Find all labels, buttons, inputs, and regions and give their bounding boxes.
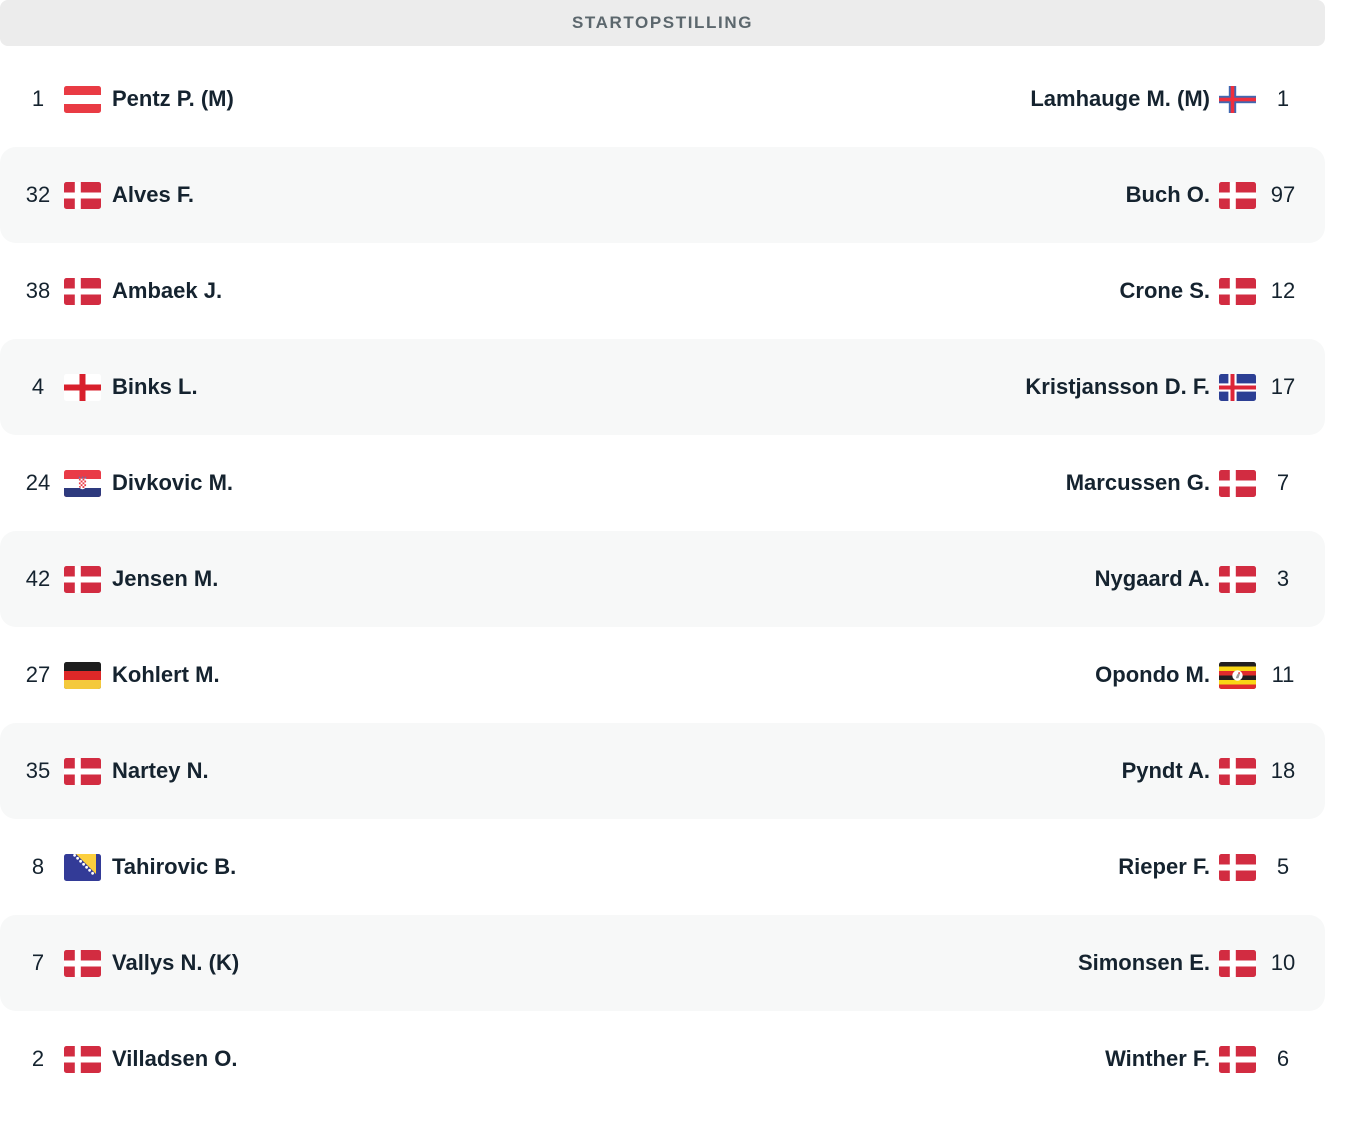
- away-player-name: Winther F.: [1105, 1046, 1210, 1071]
- away-player-number: 7: [1276, 470, 1290, 495]
- flag-denmark-icon: [1219, 1046, 1256, 1073]
- home-player[interactable]: [0, 566, 218, 593]
- away-player[interactable]: [1078, 950, 1325, 977]
- home-player-number: 1: [31, 86, 45, 111]
- home-player-number: 24: [25, 470, 51, 495]
- lineup-title: STARTOPSTILLING: [571, 13, 754, 32]
- lineup-row: [0, 435, 1325, 531]
- away-player-name: Opondo M.: [1095, 662, 1210, 687]
- home-player-number: 32: [25, 182, 51, 207]
- away-player-number: 1: [1276, 86, 1290, 111]
- home-player[interactable]: [0, 182, 194, 209]
- home-player[interactable]: [0, 278, 222, 305]
- flag-denmark-icon: [1219, 470, 1256, 497]
- away-player-number: 10: [1270, 950, 1296, 975]
- away-player-name: Crone S.: [1119, 278, 1210, 303]
- away-player[interactable]: [1095, 662, 1325, 689]
- flag-denmark-icon: [64, 566, 101, 593]
- home-player-number: 8: [31, 854, 45, 879]
- home-player-name: Kohlert M.: [112, 662, 220, 687]
- away-player[interactable]: [1118, 854, 1325, 881]
- away-player-number: 97: [1270, 182, 1296, 207]
- away-player[interactable]: [1030, 86, 1325, 113]
- away-player-name: Nygaard A.: [1094, 566, 1210, 591]
- flag-faroe-islands-icon: [1219, 86, 1256, 113]
- away-player[interactable]: [1126, 182, 1325, 209]
- away-player-number: 17: [1270, 374, 1296, 399]
- away-player-number: 3: [1276, 566, 1290, 591]
- flag-denmark-icon: [1219, 182, 1256, 209]
- away-player-number: 6: [1276, 1046, 1290, 1071]
- away-player[interactable]: [1105, 1046, 1325, 1073]
- home-player-name: Binks L.: [112, 374, 198, 399]
- home-player-number: 7: [31, 950, 45, 975]
- away-player-name: Pyndt A.: [1121, 758, 1210, 783]
- home-player[interactable]: [0, 758, 209, 785]
- away-player-name: Simonsen E.: [1077, 950, 1210, 975]
- home-player[interactable]: [0, 1046, 238, 1073]
- home-player-name: Divkovic M.: [112, 470, 234, 495]
- away-player-name: Buch O.: [1125, 182, 1210, 207]
- home-player[interactable]: [0, 374, 198, 401]
- flag-denmark-icon: [64, 182, 101, 209]
- lineup-header: [0, 0, 1325, 46]
- home-player[interactable]: [0, 854, 236, 881]
- lineup-row: [0, 627, 1325, 723]
- lineup-row: [0, 339, 1325, 435]
- flag-denmark-icon: [1219, 950, 1256, 977]
- away-player-name: Rieper F.: [1118, 854, 1210, 879]
- lineup-rows: [0, 51, 1325, 1107]
- lineup-row: [0, 51, 1325, 147]
- home-player-number: 42: [25, 566, 51, 591]
- flag-denmark-icon: [64, 1046, 101, 1073]
- away-player-number: 18: [1270, 758, 1296, 783]
- flag-denmark-icon: [1219, 278, 1256, 305]
- flag-croatia-icon: [64, 470, 101, 497]
- away-player-number: 11: [1271, 662, 1295, 687]
- flag-uganda-icon: [1219, 662, 1256, 689]
- lineup-row: [0, 723, 1325, 819]
- home-player-name: Villadsen O.: [112, 1046, 238, 1071]
- flag-denmark-icon: [1219, 854, 1256, 881]
- home-player[interactable]: [0, 950, 239, 977]
- flag-denmark-icon: [1219, 758, 1256, 785]
- home-player-number: 35: [25, 758, 51, 783]
- away-player[interactable]: [1095, 566, 1325, 593]
- flag-denmark-icon: [1219, 566, 1256, 593]
- lineup-row: [0, 147, 1325, 243]
- flag-austria-icon: [64, 86, 101, 113]
- home-player-name: Nartey N.: [112, 758, 209, 783]
- home-player[interactable]: [0, 470, 233, 497]
- home-player-name: Vallys N. (K): [112, 950, 240, 975]
- home-player-number: 38: [25, 278, 51, 303]
- away-player[interactable]: [1122, 758, 1325, 785]
- away-player[interactable]: [1120, 278, 1325, 305]
- home-player-name: Alves F.: [112, 182, 194, 207]
- away-player-name: Marcussen G.: [1065, 470, 1210, 495]
- away-player-number: 12: [1270, 278, 1296, 303]
- lineup-row: [0, 915, 1325, 1011]
- flag-denmark-icon: [64, 950, 101, 977]
- away-player[interactable]: [1025, 374, 1325, 401]
- flag-england-icon: [64, 374, 101, 401]
- flag-denmark-icon: [64, 278, 101, 305]
- home-player-name: Jensen M.: [112, 566, 219, 591]
- home-player-number: 4: [31, 374, 45, 399]
- home-player-number: 27: [25, 662, 51, 687]
- home-player-name: Ambaek J.: [112, 278, 223, 303]
- lineup-row: [0, 531, 1325, 627]
- home-player-number: 2: [31, 1046, 45, 1071]
- lineup-row: [0, 1011, 1325, 1107]
- lineup-row: [0, 243, 1325, 339]
- away-player-number: 5: [1276, 854, 1290, 879]
- home-player[interactable]: [0, 662, 220, 689]
- home-player-name: Tahirovic B.: [112, 854, 237, 879]
- away-player-name: Lamhauge M. (M): [1030, 86, 1210, 111]
- home-player[interactable]: [0, 86, 234, 113]
- flag-bosnia-herzegovina-icon: [64, 854, 101, 881]
- lineup-row: [0, 819, 1325, 915]
- away-player-name: Kristjansson D. F.: [1025, 374, 1210, 399]
- away-player[interactable]: [1066, 470, 1325, 497]
- flag-denmark-icon: [64, 758, 101, 785]
- flag-iceland-icon: [1219, 374, 1256, 401]
- flag-germany-icon: [64, 662, 101, 689]
- home-player-name: Pentz P. (M): [112, 86, 234, 111]
